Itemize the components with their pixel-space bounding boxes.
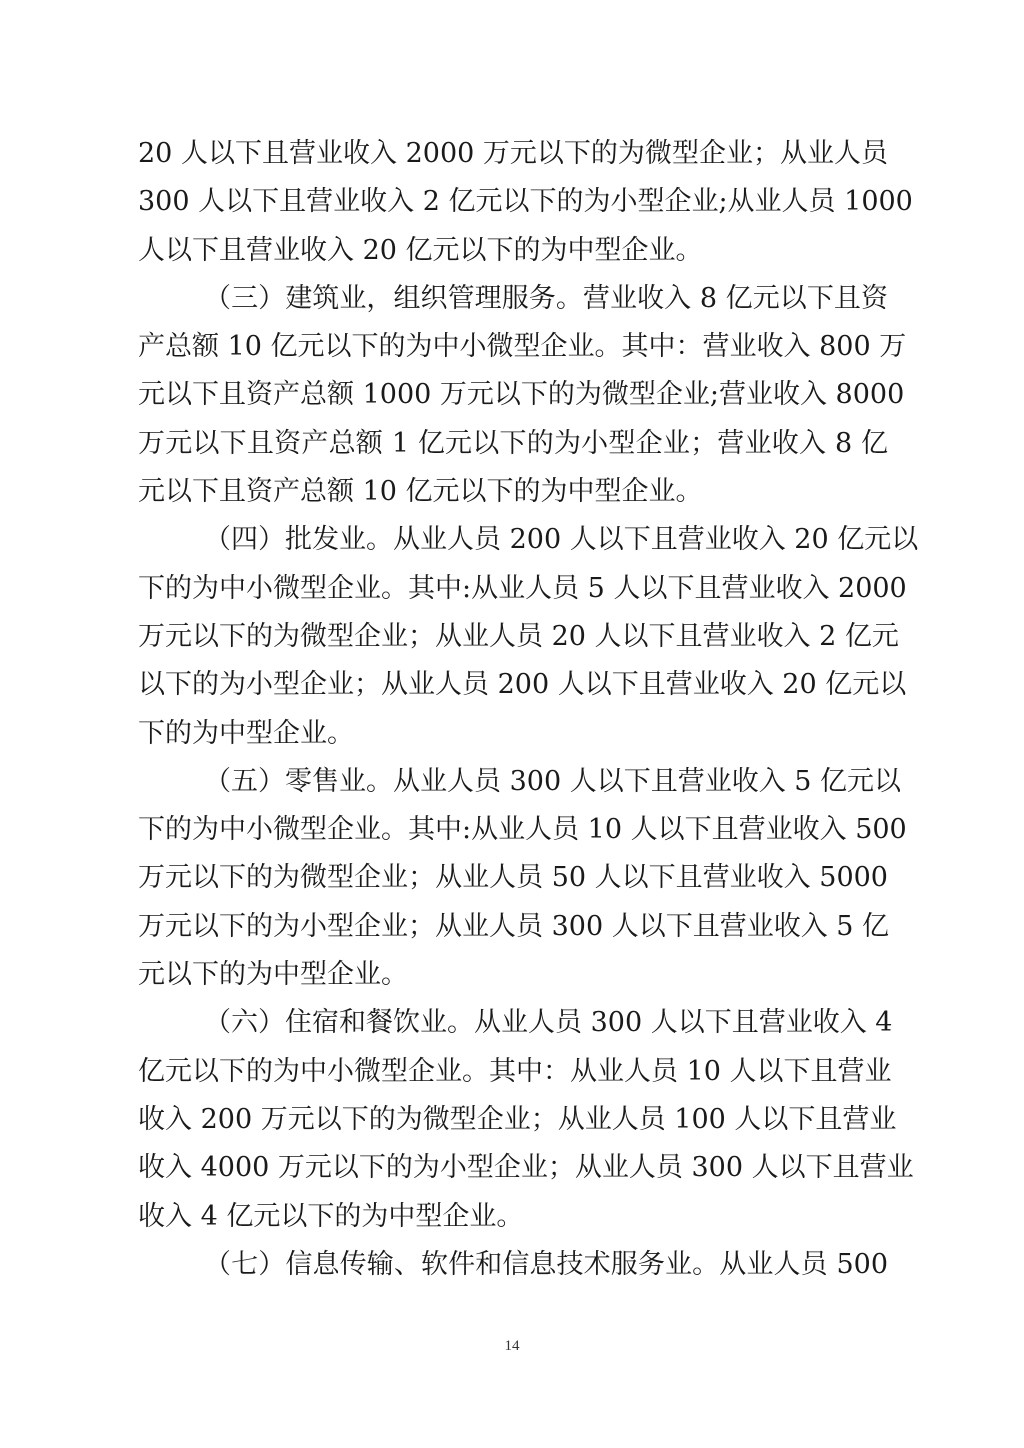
text-line: 收入 4 亿元以下的为中型企业。 [138,1200,524,1232]
text-line: （三）建筑业，组织管理服务。营业收入 8 亿元以下且资 [204,282,888,314]
text-line: 20 人以下且营业收入 2000 万元以下的为微型企业；从业人员 [138,138,888,169]
text-line: 万元以下的为微型企业；从业人员 20 人以下且营业收入 2 亿元 [138,620,899,652]
text-line: 收入 200 万元以下的为微型企业；从业人员 100 人以下且营业 [138,1103,897,1135]
text-line: 收入 4000 万元以下的为小型企业；从业人员 300 人以下且营业 [138,1152,914,1184]
text-line: 下的为中小微型企业。其中:从业人员 5 人以下且营业收入 2000 [138,572,907,604]
text-line: 下的为中小微型企业。其中:从业人员 10 人以下且营业收入 500 [138,814,907,846]
text-line: 万元以下且资产总额 1 亿元以下的为小型企业；营业收入 8 亿 [138,427,888,459]
text-line: 亿元以下的为中小微型企业。其中：从业人员 10 人以下且营业 [138,1055,892,1087]
text-line: （四）批发业。从业人员 200 人以下且营业收入 20 亿元以 [204,524,919,556]
page-number: 14 [504,1338,520,1354]
text-line: 万元以下的为小型企业；从业人员 300 人以下且营业收入 5 亿 [138,910,890,942]
text-line: （六）住宿和餐饮业。从业人员 300 人以下且营业收入 4 [204,1007,893,1039]
text-line: （七）信息传输、软件和信息技术服务业。从业人员 500 [204,1248,888,1280]
text-line: 下的为中型企业。 [138,717,354,749]
text-line: （五）零售业。从业人员 300 人以下且营业收入 5 亿元以 [204,765,902,797]
text-line: 元以下的为中型企业。 [138,959,408,991]
text-line: 以下的为小型企业；从业人员 200 人以下且营业收入 20 亿元以 [138,669,907,701]
text-line: 元以下且资产总额 10 亿元以下的为中型企业。 [138,476,703,508]
text-line: 万元以下的为微型企业；从业人员 50 人以下且营业收入 5000 [138,862,888,894]
text-line: 300 人以下且营业收入 2 亿元以下的为小型企业;从业人员 1000 [138,186,913,218]
text-line: 人以下且营业收入 20 亿元以下的为中型企业。 [138,234,703,266]
text-line: 元以下且资产总额 1000 万元以下的为微型企业;营业收入 8000 [138,379,905,411]
text-line: 产总额 10 亿元以下的为中小微型企业。其中：营业收入 800 万 [138,331,907,363]
document-body [138,130,919,1289]
